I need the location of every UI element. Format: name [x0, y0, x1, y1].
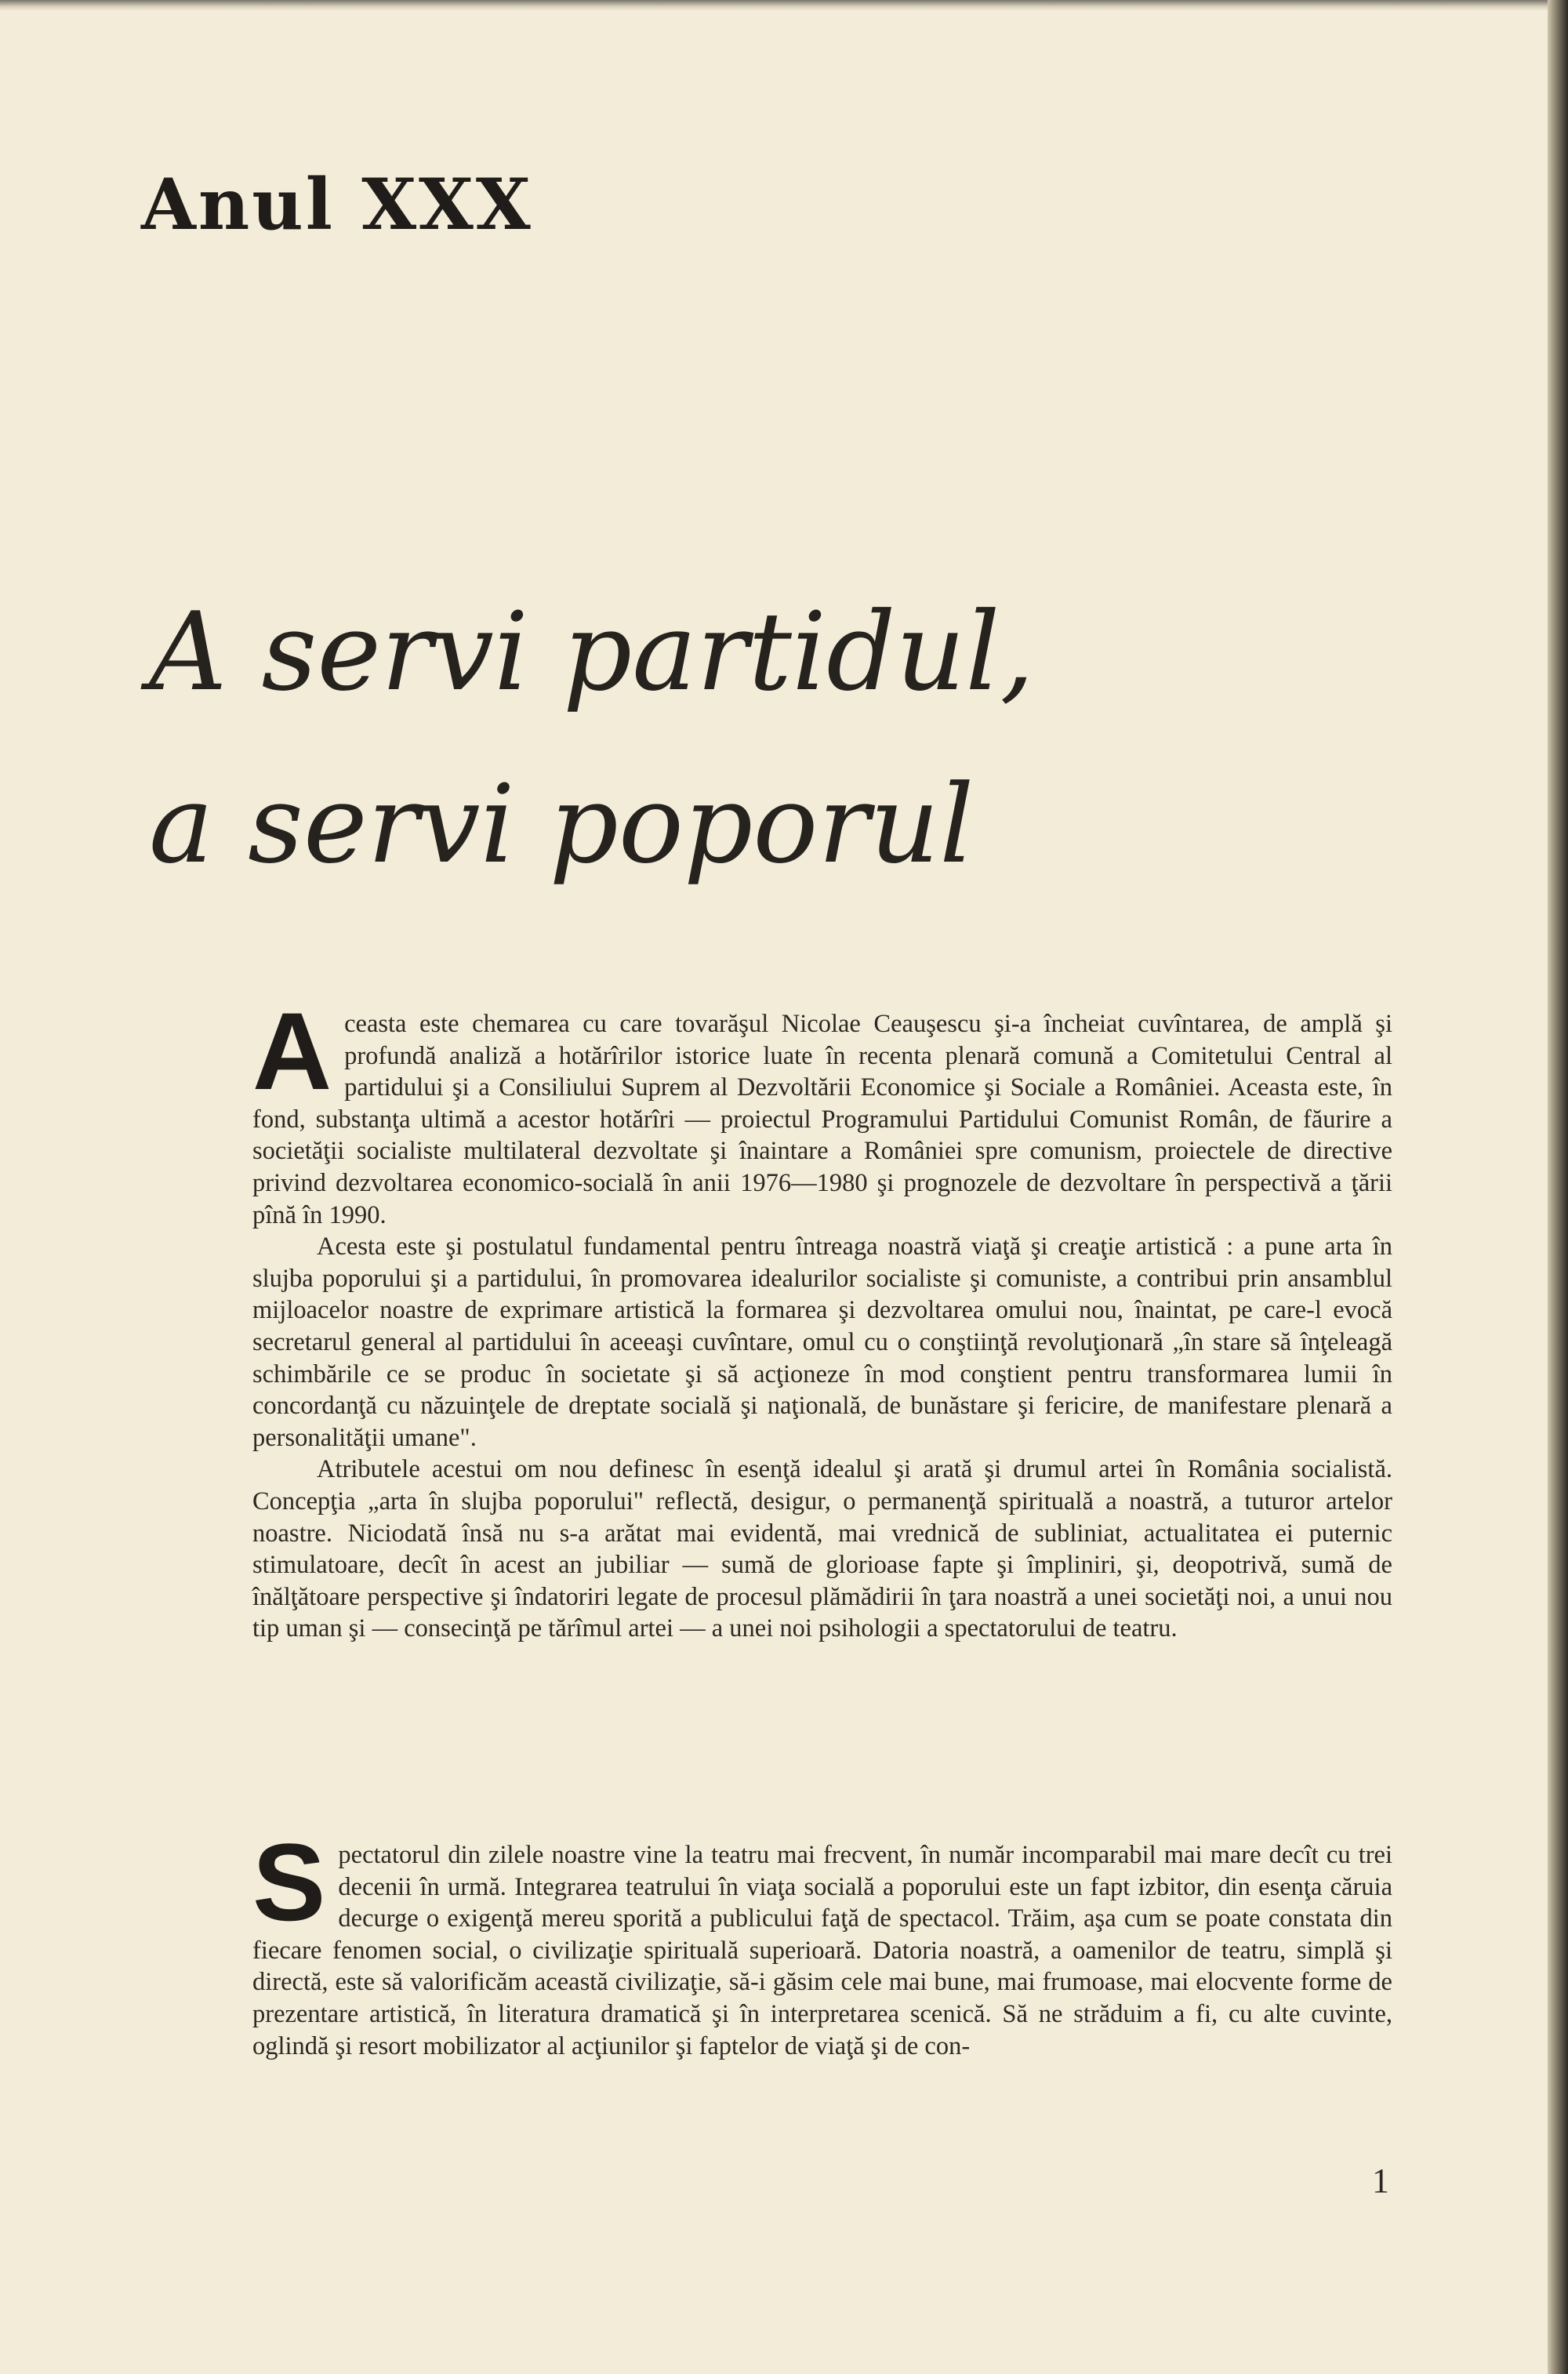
paragraph-3: Atributele acestui om nou definesc în esenţă idealul şi arată şi drumul artei în România socialistă. Concepţia „arta în slujba poporului" reflectă, desigur, o permanenţă spirituală a noastră, a tuturor artelor noastre. Niciodată însă nu s-a arătat mai evidentă, mai vrednică de subliniat, actualitatea ei puternic stimulatoare, decît în acest an jubiliar — sumă de glorioase fapte şi împliniri, şi, deopotrivă, sumă de înălţătoare perspective şi îndatoriri legate de procesul plămădirii în ţara noastră a unei societăţi noi, a unui nou tip uman şi — consecinţă pe tărîmul artei — a unei noi psihologii a spectatorului de teatru.: [252, 1455, 1392, 1643]
dropcap-a: A: [252, 989, 332, 1113]
paragraph-2: Acesta este şi postulatul fundamental pentru întreaga noastră viaţă şi creaţie artistică : a pune arta în slujba poporului şi a partidului, în promovarea idealurilor socialiste şi comuniste, a contribui prin ansamblul mijloacelor noastre de exprimare artistică la formarea şi dezvoltarea omului nou, înaintat, pe care-l evocă secretarul general al partidului în aceeaşi cuvîntare, omul cu o conştiinţă revoluţionară „în stare să înţeleagă schimbările ce se produc în societate şi să acţioneze în mod conştient pentru transformarea lumii în concordanţă cu năzuinţele de dreptate socială şi naţională, de bunăstare şi fericire, de manifestare plenară a personalităţii umane".: [252, 1232, 1392, 1452]
issue-title: Anul XXX: [141, 163, 533, 246]
article-section-2: [252, 1820, 1392, 2062]
paragraph-4-text: pectatorul din zilele noastre vine la teatru mai frecvent, în număr incomparabil mai mare decît cu trei decenii în urmă. Integrarea teatrului în viaţa socială a poporului este un fapt izbitor, din esenţa căruia decurge o exigenţă mereu sporită a publicului faţă de spectacol. Trăim, aşa cum se poate constata din fiecare fenomen social, o civilizaţie spirituală superioară. Datoria noastră, a oamenilor de teatru, simplă şi directă, este să valorificăm această civilizaţie, să-i găsim cele mai bune, mai frumoase, mai elocvente forme de prezentare artistică, în literatura dramatică şi în interpretarea scenică. Să ne străduim a fi, cu alte cuvinte, oglindă şi resort mobilizator al acţiunilor şi faptelor de viaţă şi de con-: [252, 1841, 1392, 2060]
dropcap-s: S: [252, 1820, 326, 1944]
paragraph-4: [252, 1820, 1392, 2062]
headline-line-2: a servi poporul: [149, 761, 975, 888]
page-top-edge: [0, 0, 1568, 11]
paragraph-1-text: ceasta este chemarea cu care tovarăşul Nicolae Ceauşescu şi-a încheiat cuvîntarea, de amplă şi profundă analiză a hotărîrilor istorice luate în recenta plenară comună a Comitetului Central al partidului şi a Consiliului Suprem al Dezvoltării Economice şi Sociale a României. Aceasta este, în fond, substanţa ultimă a acestor hotărîri — proiectul Programului Partidului Comunist Român, de făurire a societăţii socialiste multilateral dezvoltate şi înaintare a României spre comunism, proiectele de directive privind dezvoltarea economico-socială în anii 1976—1980 şi prognozele de dezvoltare în perspectivă a ţării pînă în 1990.: [252, 1010, 1392, 1229]
binding-shadow: [1548, 0, 1568, 2374]
paragraph-1: [252, 989, 1392, 1231]
article-headline: [149, 566, 1034, 911]
headline-line-1: A servi partidul,: [149, 589, 1035, 715]
article-section-1: [252, 989, 1392, 1645]
page-number: 1: [1372, 2162, 1389, 2200]
